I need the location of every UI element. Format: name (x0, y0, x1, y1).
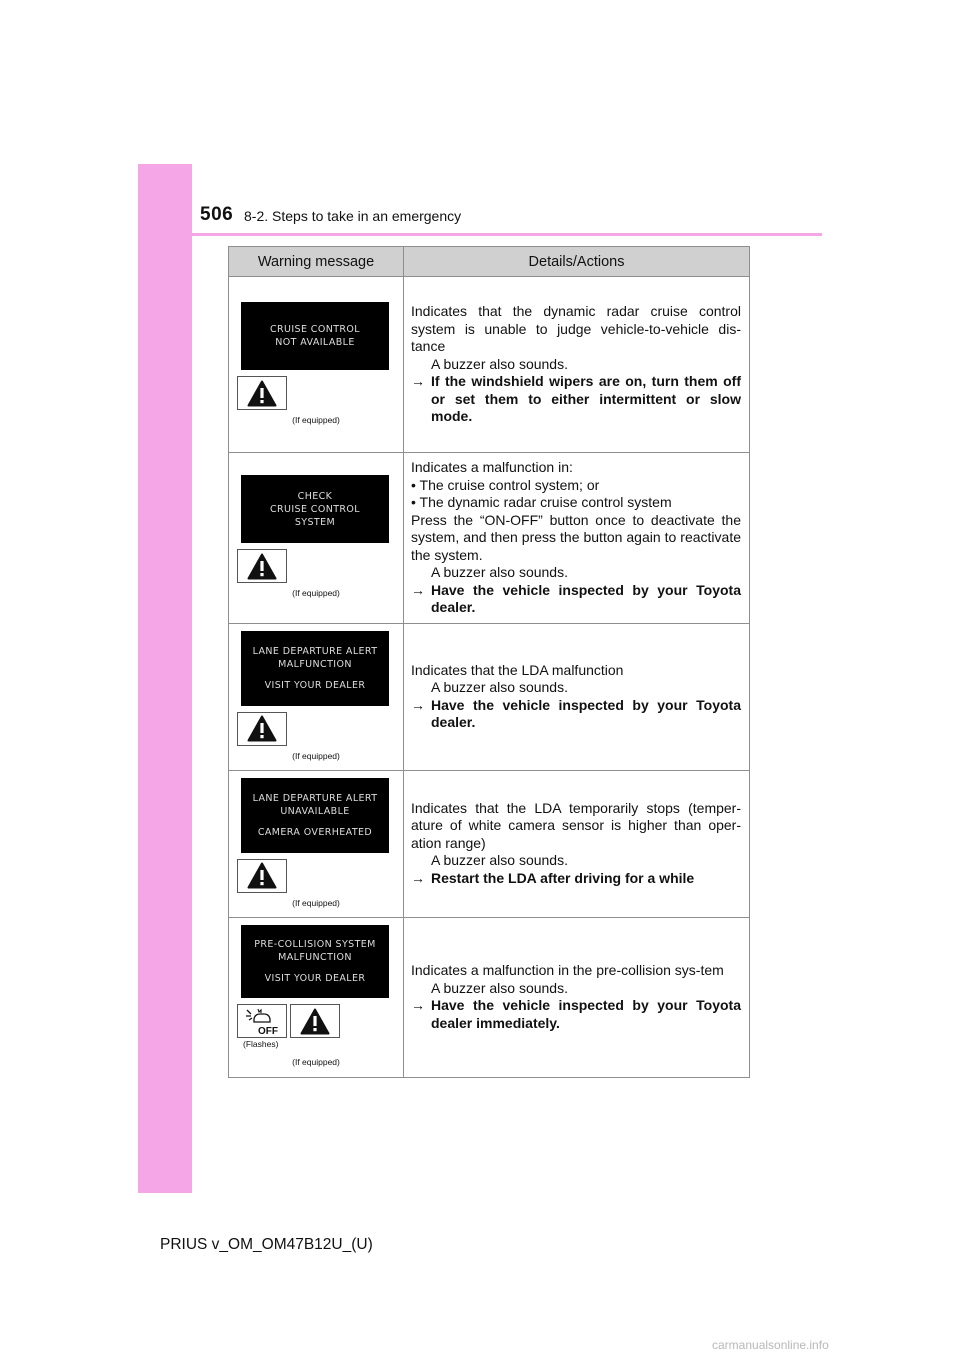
warning-triangle-icon (237, 859, 287, 893)
flashes-note: (Flashes) (243, 1039, 279, 1049)
warning-image-cell (229, 453, 404, 624)
display-line: UNAVAILABLE (280, 805, 350, 817)
display-screen (241, 302, 389, 370)
warning-image-cell (229, 277, 404, 453)
display-line: MALFUNCTION (278, 658, 352, 670)
arrow-icon: → (411, 373, 425, 390)
arrow-icon: → (411, 869, 425, 886)
display-line: VISIT YOUR DEALER (264, 973, 366, 984)
page-number: 506 (200, 204, 234, 225)
description-text: Indicates a malfunction in the pre-collision sys-tem (411, 962, 724, 978)
details-cell (404, 917, 750, 1077)
action-text (411, 697, 741, 732)
description-intro: Indicates a malfunction in: (411, 459, 573, 475)
details-cell (404, 623, 750, 770)
display-line: CHECK (297, 490, 333, 502)
display-spacer (241, 818, 389, 826)
warning-image-cell (229, 917, 404, 1077)
svg-text:OFF: OFF (258, 1026, 278, 1036)
table-row (229, 623, 750, 770)
warning-triangle-icon (237, 712, 287, 746)
action-text (411, 997, 741, 1032)
table-row (229, 770, 750, 917)
side-tab-strip (138, 164, 192, 1193)
display-line: CRUISE CONTROL (269, 324, 361, 335)
watermark: carmanualsonline.info (712, 1338, 829, 1352)
action-label: Have the vehicle inspected by your Toyota dealer immediately. (431, 997, 741, 1031)
action-label: Restart the LDA after driving for a while (431, 869, 695, 886)
buzzer-note: A buzzer also sounds. (431, 852, 568, 869)
table-row (229, 917, 750, 1077)
description-text: Indicates that the LDA temporarily stops (temper-ature of white camera sensor is higher than oper-ation range) (411, 799, 741, 851)
display-line: CAMERA OVERHEATED (257, 826, 373, 838)
action-text (411, 870, 741, 888)
col-warning-message: Warning message (229, 247, 404, 277)
table-row (229, 453, 750, 624)
action-text (411, 582, 741, 617)
buzzer-note: A buzzer also sounds. (431, 679, 568, 695)
description-text: Indicates that the LDA malfunction (411, 661, 624, 678)
display-line: PRE-COLLISION SYSTEM (254, 939, 376, 950)
warning-message-table (228, 246, 750, 1078)
if-equipped-note: (If equipped) (292, 1057, 340, 1067)
display-line: SYSTEM (294, 516, 336, 528)
details-cell (404, 453, 750, 624)
display-screen (241, 475, 389, 543)
action-label: Have the vehicle inspected by your Toyota dealer. (431, 581, 741, 615)
if-equipped-note: (If equipped) (292, 897, 340, 908)
col-details-actions: Details/Actions (404, 247, 750, 277)
display-line: NOT AVAILABLE (275, 337, 355, 348)
display-line: CRUISE CONTROL (269, 503, 361, 515)
display-screen (241, 778, 389, 853)
warning-triangle-icon (290, 1004, 340, 1038)
bullet-item: • The cruise control system; or (411, 476, 600, 493)
arrow-icon: → (411, 581, 425, 598)
arrow-icon: → (411, 997, 425, 1013)
display-spacer (241, 964, 389, 972)
warning-triangle-icon (237, 549, 287, 583)
header-rule (138, 233, 822, 236)
display-screen (241, 631, 389, 706)
action-label: Have the vehicle inspected by your Toyota dealer. (431, 696, 741, 730)
if-equipped-note: (If equipped) (292, 588, 340, 599)
display-screen (241, 925, 389, 998)
arrow-icon: → (411, 696, 425, 713)
if-equipped-note: (If equipped) (292, 415, 340, 425)
details-cell (404, 770, 750, 917)
pre-collision-off-icon (237, 1004, 287, 1038)
warning-image-cell (229, 623, 404, 770)
display-line: VISIT YOUR DEALER (264, 679, 366, 691)
description-text: Press the “ON-OFF” button once to deactivate the system, and then press the button again to reactivate the system. (411, 511, 741, 563)
table-header-row (229, 247, 750, 277)
action-label: If the windshield wipers are on, turn them off or set them to either intermittent or slow mode. (431, 373, 741, 425)
footer-doc-id: PRIUS v_OM_OM47B12U_(U) (160, 1236, 373, 1253)
section-title: 8-2. Steps to take in an emergency (244, 208, 462, 224)
action-text (411, 373, 741, 426)
display-line: MALFUNCTION (278, 952, 352, 963)
display-spacer (241, 671, 389, 679)
description-text: Indicates that the dynamic radar cruise control system is unable to judge vehicle-to-vehicle dis-tance (411, 303, 741, 355)
buzzer-note: A buzzer also sounds. (431, 564, 568, 580)
details-cell (404, 277, 750, 453)
display-line: LANE DEPARTURE ALERT (252, 792, 378, 804)
warning-image-cell (229, 770, 404, 917)
table-row (229, 277, 750, 453)
if-equipped-note: (If equipped) (292, 750, 340, 761)
warning-triangle-icon (237, 376, 287, 410)
bullet-item: • The dynamic radar cruise control system (411, 494, 672, 510)
buzzer-note: A buzzer also sounds. (431, 355, 568, 372)
display-line: LANE DEPARTURE ALERT (252, 645, 378, 657)
buzzer-note: A buzzer also sounds. (431, 979, 568, 996)
